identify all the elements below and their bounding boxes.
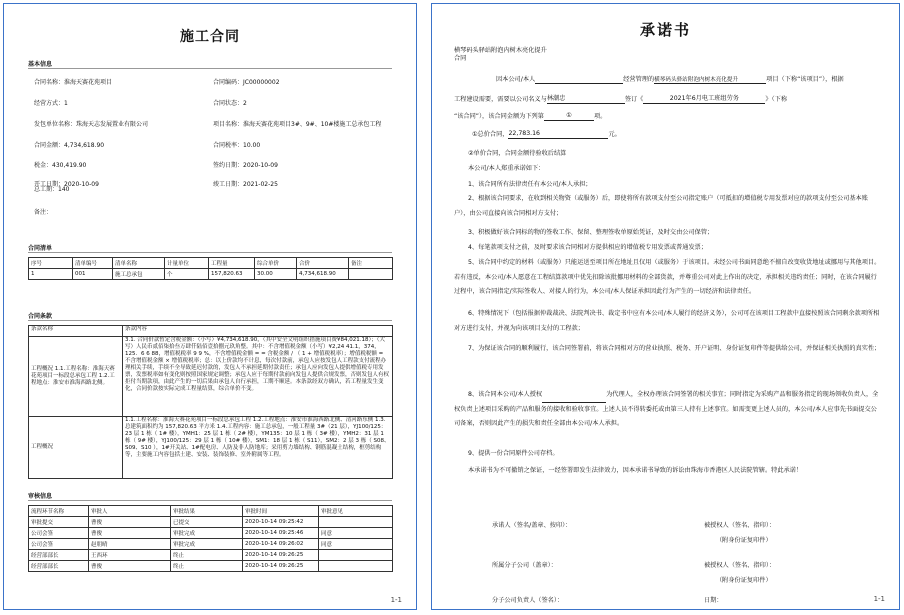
table-cell: 2020-10-14 09:25:46 bbox=[243, 528, 319, 539]
basic-field bbox=[34, 140, 104, 149]
column-header: 审批意见 bbox=[319, 506, 393, 517]
table-cell: 审批完成 bbox=[171, 528, 243, 539]
table-row bbox=[29, 517, 393, 528]
commitment-item: 5、该合同中约定的材料（或服务）只能运送至项目所在地址且仅用（或服务）于该项目。未经公司书面同意绝不擅自改变收货地址或挪用与其他项目。若有违反，本公司/本人愿意在工程结算款项中优先扣除该批挪用材料的全部货款，并尊重公司对此上作出的决定，承担相关违约责任；同时，在该合同履行过程中，该合同指定/实际签收人、对接人的行为，本公司/本人保证承担因此行为产生的一切经济和法律责任。 bbox=[454, 259, 881, 295]
field-label: 税金： bbox=[34, 162, 53, 169]
agent-blank bbox=[542, 402, 606, 403]
field-label: 合同名称： bbox=[34, 79, 65, 86]
basic-field bbox=[34, 77, 112, 86]
column-header: 审批人 bbox=[89, 506, 171, 517]
addressee-line: 合同 bbox=[454, 55, 467, 62]
table-cell: 2020-10-14 09:26:02 bbox=[243, 539, 319, 550]
table-header-row bbox=[29, 258, 393, 269]
table-row bbox=[29, 269, 393, 280]
column-header: 清单名称 bbox=[113, 258, 165, 269]
table-cell: 公司会签 bbox=[29, 539, 89, 550]
signature-label: 被授权人（签名、指印）： bbox=[704, 522, 776, 529]
date-label: 日期： bbox=[704, 597, 723, 604]
field-value: 2021-02-25 bbox=[243, 181, 278, 188]
field-value: 4,734,618.90 bbox=[64, 142, 105, 149]
table-row bbox=[29, 337, 393, 417]
basic-field bbox=[34, 98, 68, 107]
field-label: 签约日期： bbox=[213, 162, 244, 169]
table-cell: 1 bbox=[29, 269, 73, 280]
field-label: 竣工日期： bbox=[213, 181, 244, 188]
field-value: 淮海天赛花苑项目 bbox=[64, 79, 113, 86]
table-cell bbox=[319, 517, 393, 528]
commitment-item: 3、积极做好该合同标的物的签收工作、保留、整理签收单原始凭证，及时交由公司保管； bbox=[468, 229, 714, 236]
closing-statement: 本承诺书为不可撤销之保证，一经签署即发生法律效力，因本承诺书导致的诉讼由珠海市香港区人民法院管辖。特此承诺！ bbox=[468, 467, 803, 474]
field-value: 1 bbox=[64, 100, 68, 107]
contract-list-table bbox=[28, 257, 393, 280]
table-cell: 审批完成 bbox=[171, 539, 243, 550]
field-value: 140 bbox=[58, 186, 70, 193]
project-name-field: 横琴码头驿站附泡内树木亮化提升 bbox=[654, 77, 766, 85]
commitment-item: 2、根据该合同要求，在收到相关物资（或服务）后，即使将所有款项支付至公司指定账户（可抵扣的增值税专用发票对应的款项支付至公司基本账户），由公司直接向该合同相对方支付； bbox=[454, 195, 868, 217]
column-header: 合价 bbox=[297, 258, 349, 269]
commitment-item: ②单价合同，合同金额待验收后结算 bbox=[468, 150, 567, 157]
table-cell: 4,734,618.90 bbox=[297, 269, 349, 280]
table-cell: 2020-10-14 09:26:25 bbox=[243, 550, 319, 561]
commitment-intro: 因本公司/本人 经营管理的横琴码头驿站附泡内树木亮化提升 项目（下称“该项目”），根据 bbox=[496, 76, 844, 83]
table-cell: 经营部部长 bbox=[29, 550, 89, 561]
commitment-title: 承诺书 bbox=[639, 21, 691, 39]
basic-field bbox=[213, 140, 260, 149]
table-cell bbox=[319, 561, 393, 572]
column-header: 审批结果 bbox=[171, 506, 243, 517]
choice-field: ① bbox=[544, 112, 594, 121]
basic-field bbox=[213, 179, 278, 188]
table-cell: 施工总承包 bbox=[113, 269, 165, 280]
approval-title: 审核信息 bbox=[28, 493, 53, 500]
table-cell: 曹俊 bbox=[89, 561, 171, 572]
column-header: 计量单位 bbox=[165, 258, 209, 269]
terms-content-cell: 3.1. 合同价款暂定含税金额：（小写）¥4,734,618.90，（其中安全文明组织措施项目费¥84,021.18）；（大写）人民币贰佰柒拾叁万肆仟陆佰壹拾捌元玖角整。其中：不含增值税金额（小写）¥2,24 41.1，374，125．6 6 88，增值税税率 9 9 %，不含增值税金额 = = 含税金额 / （ 1 + 增值税税率）；增值税税额 = 不含增值税金额 × 增值税税率；总：以上价款均不计息，每次付款前，承包人应按发包人工程款支付流程办理相关手续，手续不全导致延迟付款的，发包人不承担延期付款责任；承包人应向发包人提供增值税专用发票，发票税率如有变化则按照国家规定调整；承包人应于每期付款前向发包人提供合规发票，否则发包人有权拒付当期款项，由此产生的一切后果由承包人自行承担，工期不顺延。本条款经双方确认，若工程量发生变化，合同价款按实际完成工程量结算，综合单价不变。 bbox=[123, 337, 393, 417]
field-label: 备注： bbox=[34, 209, 53, 216]
commitment-item: 6、特殊情况下（包括报据仲裁裁决、法院判决书、裁定书中应有本公司/本人履行的经济义务），公司可在该项目工程款中直接按照该合同剩余款项所相对方进行支付，并视为向该项目支付的工程款； bbox=[454, 310, 880, 332]
field-label: 开工日期： bbox=[34, 181, 65, 188]
column-header: 流程环节名称 bbox=[29, 506, 89, 517]
addressee-line: 横琴码头驿站附泡内树木亮化提升 bbox=[454, 47, 547, 54]
basic-field bbox=[34, 184, 69, 193]
commitment-line: 工程建设需要，需要以公司名义与林潮忠 签订《 2021年6月电工班组劳务 》（下称 bbox=[454, 95, 788, 103]
signature-label: 被授权人（签名、指印）： bbox=[704, 562, 776, 569]
basic-info-title: 基本信息 bbox=[28, 61, 53, 68]
table-cell: 曹俊 bbox=[89, 517, 171, 528]
amount-field: 22,783.16 bbox=[508, 130, 608, 139]
basic-field bbox=[213, 160, 278, 169]
commitment-page bbox=[431, 3, 900, 610]
table-cell: 个 bbox=[165, 269, 209, 280]
basic-field bbox=[34, 207, 52, 216]
approval-table bbox=[28, 505, 393, 572]
divider bbox=[28, 500, 392, 501]
table-cell: 赵朋晴 bbox=[89, 539, 171, 550]
contract-name-field: 2021年6月电工班组劳务 bbox=[643, 95, 765, 104]
field-label: 总工期： bbox=[34, 186, 59, 193]
divider bbox=[28, 252, 392, 253]
terms-name-cell: 工程概况 bbox=[29, 417, 123, 479]
contract-terms-title: 合同条款 bbox=[28, 313, 53, 320]
table-cell: 2020-10-14 09:26:25 bbox=[243, 561, 319, 572]
field-label: 合同税率： bbox=[213, 142, 244, 149]
page-number: 1-1 bbox=[390, 596, 402, 604]
table-header-row bbox=[29, 506, 393, 517]
table-cell: 公司会签 bbox=[29, 528, 89, 539]
commitment-item: 7、为保证该合同的顺利履行，该合同签署前，将该合同相对方的营业执照、税务、开户证明、身份证复印件等提供给公司，并保证相关执照的真实性； bbox=[468, 345, 881, 352]
signature-label: 承诺人（签名/盖章、按印）： bbox=[492, 522, 572, 529]
page-number: 1-1 bbox=[873, 595, 885, 603]
commitment-line: “该合同”），该合同金额为下列第 ① 项。 bbox=[454, 112, 607, 120]
table-cell: 终止 bbox=[171, 561, 243, 572]
counterparty-field: 林潮忠 bbox=[547, 95, 625, 104]
table-cell: 157,820.63 bbox=[209, 269, 255, 280]
table-row bbox=[29, 539, 393, 550]
basic-field bbox=[213, 119, 381, 128]
field-label: 合同编码： bbox=[213, 79, 244, 86]
table-row bbox=[29, 561, 393, 572]
column-header: 清单编号 bbox=[73, 258, 113, 269]
table-cell bbox=[349, 269, 393, 280]
commitment-item: 9、提供一份合同原件公司存档。 bbox=[468, 450, 559, 457]
table-row bbox=[29, 550, 393, 561]
field-label: 合同状态： bbox=[213, 100, 244, 107]
signature-note: （附身份证复印件） bbox=[716, 537, 772, 544]
field-value: 2020-10-09 bbox=[64, 181, 99, 188]
table-cell: 王西环 bbox=[89, 550, 171, 561]
signature-label: 分子公司负责人（签名）： bbox=[492, 597, 564, 604]
signature-label: 所属分子公司（盖章）： bbox=[492, 562, 557, 569]
divider bbox=[28, 320, 392, 321]
contract-terms-table bbox=[28, 325, 393, 479]
field-label: 合同金额： bbox=[34, 142, 65, 149]
table-cell: 终止 bbox=[171, 550, 243, 561]
basic-field bbox=[34, 119, 148, 128]
column-header: 综合单价 bbox=[255, 258, 297, 269]
table-cell bbox=[319, 550, 393, 561]
table-cell: 同意 bbox=[319, 528, 393, 539]
commitment-line: ①总价合同，22,783.16 元。 bbox=[472, 130, 621, 138]
column-header: 工程量 bbox=[209, 258, 255, 269]
column-header: 审批时间 bbox=[243, 506, 319, 517]
company-blank bbox=[535, 83, 623, 84]
table-row bbox=[29, 528, 393, 539]
basic-field bbox=[213, 77, 280, 86]
terms-header-content: 条款内容 bbox=[123, 326, 393, 337]
terms-header-name: 条款名称 bbox=[29, 326, 123, 337]
terms-content-cell: 1.1.工程名称：淮海天赛花苑项目一标段总承包工程 1.2.工程地点：淮安市淮海西路北侧、清河路东侧 1.3.总建筑面积约为 157,820.63 平方米 1.4.工程内容：施工总承包，一般工程量 3#（21 层），YJ100/125：23 层 1 栋（ 1# 楼），YMH1：25 层 1 栋（ 2# 楼），YM135：10 层 1 栋（ 3# 楼），YMH2：31 层 1 栋（ 9# 楼），YJ100/125：29 层 1 栋（ 10# 楼），SM1：18 层 1 栋（ S11），SM2：2 层 3 栋（ S08、S09、S10 ），1#开关站、1#配电房、人防及非人防地库；采用剪力墙结构、钢筋混凝土结构，框剪结构等，主要施工内容包括土建、安装、装饰装修、室外附属等工程。 bbox=[123, 417, 393, 479]
contract-page bbox=[3, 3, 417, 610]
field-value: 2020-10-09 bbox=[243, 162, 278, 169]
table-cell: 已提交 bbox=[171, 517, 243, 528]
field-value: 10.00 bbox=[243, 142, 261, 149]
terms-name-cell: 工程概况 1.1.工程名称：淮海天赛花苑项目一标段总承包工程 1.2.工程地点：淮安市淮海西路北侧。 bbox=[29, 337, 123, 417]
table-cell: 曹俊 bbox=[89, 528, 171, 539]
commitment-item: 8、该合同本公司/本人授权 为代理人，全权办理该合同签署的相关事宜；同时指定为采购产品和服务指定的现场领收负责人，全权负责上述项目采购的产品和服务的接收和验收事宜。上述人员不得转委托或由第三人持有上述事宜。如需变更上述人员的，本公司/本人应事先书面提交公司备案，否则因此产生的损失和责任全部由本公司/本人承担。 bbox=[454, 391, 879, 427]
basic-field bbox=[34, 160, 86, 169]
column-header: 序号 bbox=[29, 258, 73, 269]
column-header: 备注 bbox=[349, 258, 393, 269]
field-label: 项目名称： bbox=[213, 121, 244, 128]
table-cell: 30.00 bbox=[255, 269, 297, 280]
commitment-item: 1、该合同所有法律责任有本公司/本人承担； bbox=[468, 181, 592, 188]
signature-note: （附身份证复印件） bbox=[716, 577, 772, 584]
field-value: 淮海天赛花苑项目3#、9#、10#楼施工总承包工程 bbox=[243, 121, 382, 128]
table-cell: 2020-10-14 09:25:42 bbox=[243, 517, 319, 528]
contract-title: 施工合同 bbox=[180, 29, 240, 45]
table-row bbox=[29, 417, 393, 479]
field-label: 发包单位名称： bbox=[34, 121, 77, 128]
table-cell: 经营部部长 bbox=[29, 561, 89, 572]
contract-list-title: 合同清单 bbox=[28, 245, 53, 252]
table-cell: 同意 bbox=[319, 539, 393, 550]
table-cell: 001 bbox=[73, 269, 113, 280]
field-value: 2 bbox=[243, 100, 247, 107]
commitment-item: 本公司/本人郑重承诺如下： bbox=[468, 165, 545, 172]
table-cell: 审批提交 bbox=[29, 517, 89, 528]
divider bbox=[28, 68, 392, 69]
field-value: JC00000002 bbox=[243, 79, 280, 86]
basic-field bbox=[213, 98, 247, 107]
field-label: 经营方式： bbox=[34, 100, 65, 107]
field-value: 430,419.90 bbox=[52, 162, 87, 169]
commitment-item: 4、每笔款项支付之前，及时要求该合同相对方提供相应的增值税专用发票或普通发票； bbox=[468, 244, 708, 251]
field-value: 珠海天志发展置业有限公司 bbox=[76, 121, 149, 128]
